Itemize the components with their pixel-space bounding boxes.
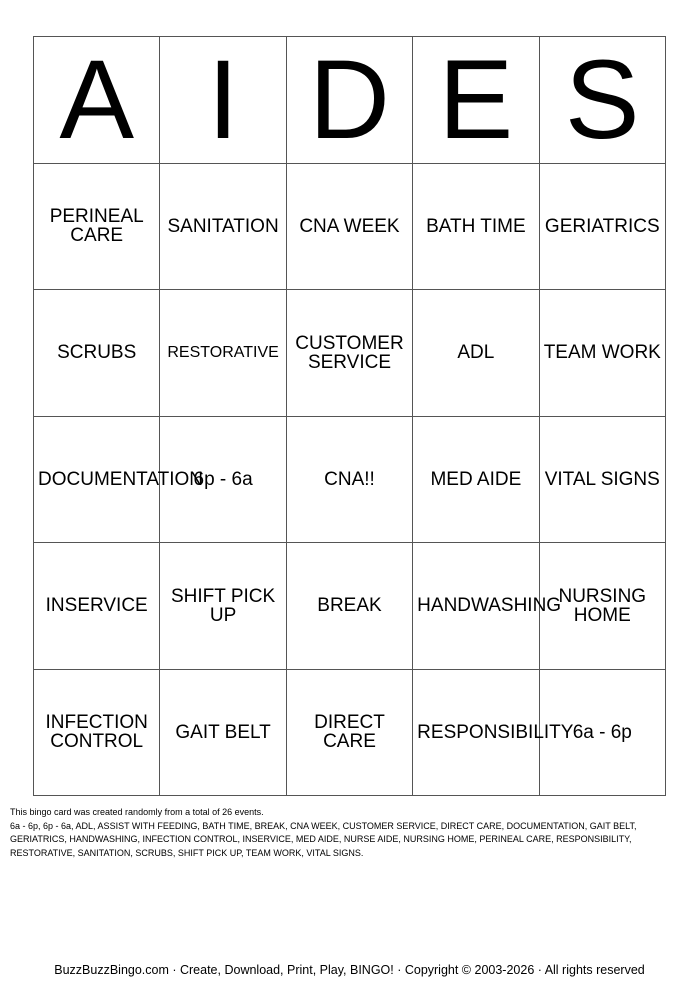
bingo-cell: BATH TIME [413, 163, 539, 290]
header-letter: A [34, 37, 160, 164]
bingo-cell: BREAK [286, 543, 412, 670]
bingo-header-row [34, 37, 666, 164]
bingo-row [34, 290, 666, 417]
bingo-cell: INFECTION CONTROL [34, 669, 160, 796]
bingo-row [34, 543, 666, 670]
bingo-cell: 6a - 6p [539, 669, 665, 796]
bingo-cell: DOCUMENTATION [34, 416, 160, 543]
bingo-card [33, 36, 666, 796]
header-letter: E [413, 37, 539, 164]
bingo-cell: CNA WEEK [286, 163, 412, 290]
header-letter: D [286, 37, 412, 164]
bingo-cell: GAIT BELT [160, 669, 286, 796]
bingo-cell: TEAM WORK [539, 290, 665, 417]
bingo-cell: RESTORATIVE [160, 290, 286, 417]
bingo-cell: 6p - 6a [160, 416, 286, 543]
bingo-cell: NURSING HOME [539, 543, 665, 670]
card-info-events: 6a - 6p, 6p - 6a, ADL, ASSIST WITH FEEDING, BATH TIME, BREAK, CNA WEEK, CUSTOMER SERVICE, DIRECT CARE, DOCUMENTATION, GAIT BELT, GERIATRICS, HANDWASHING, INFECTION CONTROL, INSERVICE, MED AIDE, NURSE AIDE, NURSING HOME, PERINEAL CARE, RESPONSIBILITY, RESTORATIVE, SANITATION, SCRUBS, SHIFT PICK UP, TEAM WORK, VITAL SIGNS. [10, 820, 637, 858]
card-info [10, 806, 690, 860]
header-letter: I [160, 37, 286, 164]
bingo-row [34, 416, 666, 543]
bingo-cell: ADL [413, 290, 539, 417]
bingo-cell: INSERVICE [34, 543, 160, 670]
bingo-cell: CUSTOMER SERVICE [286, 290, 412, 417]
bingo-cell: CNA!! [286, 416, 412, 543]
bingo-cell: DIRECT CARE [286, 669, 412, 796]
bingo-cell: SANITATION [160, 163, 286, 290]
bingo-row [34, 669, 666, 796]
bingo-cell: RESPONSIBILITY [413, 669, 539, 796]
bingo-cell: MED AIDE [413, 416, 539, 543]
bingo-cell: SCRUBS [34, 290, 160, 417]
footer-copyright: BuzzBuzzBingo.com · Create, Download, Print, Play, BINGO! · Copyright © 2003-2026 · All rights reserved [54, 963, 645, 977]
card-info-summary: This bingo card was created randomly from a total of 26 events. [10, 807, 264, 817]
bingo-cell: VITAL SIGNS [539, 416, 665, 543]
bingo-cell: SHIFT PICK UP [160, 543, 286, 670]
bingo-cell: GERIATRICS [539, 163, 665, 290]
bingo-cell: HANDWASHING [413, 543, 539, 670]
header-letter: S [539, 37, 665, 164]
bingo-cell: PERINEAL CARE [34, 163, 160, 290]
bingo-row [34, 163, 666, 290]
